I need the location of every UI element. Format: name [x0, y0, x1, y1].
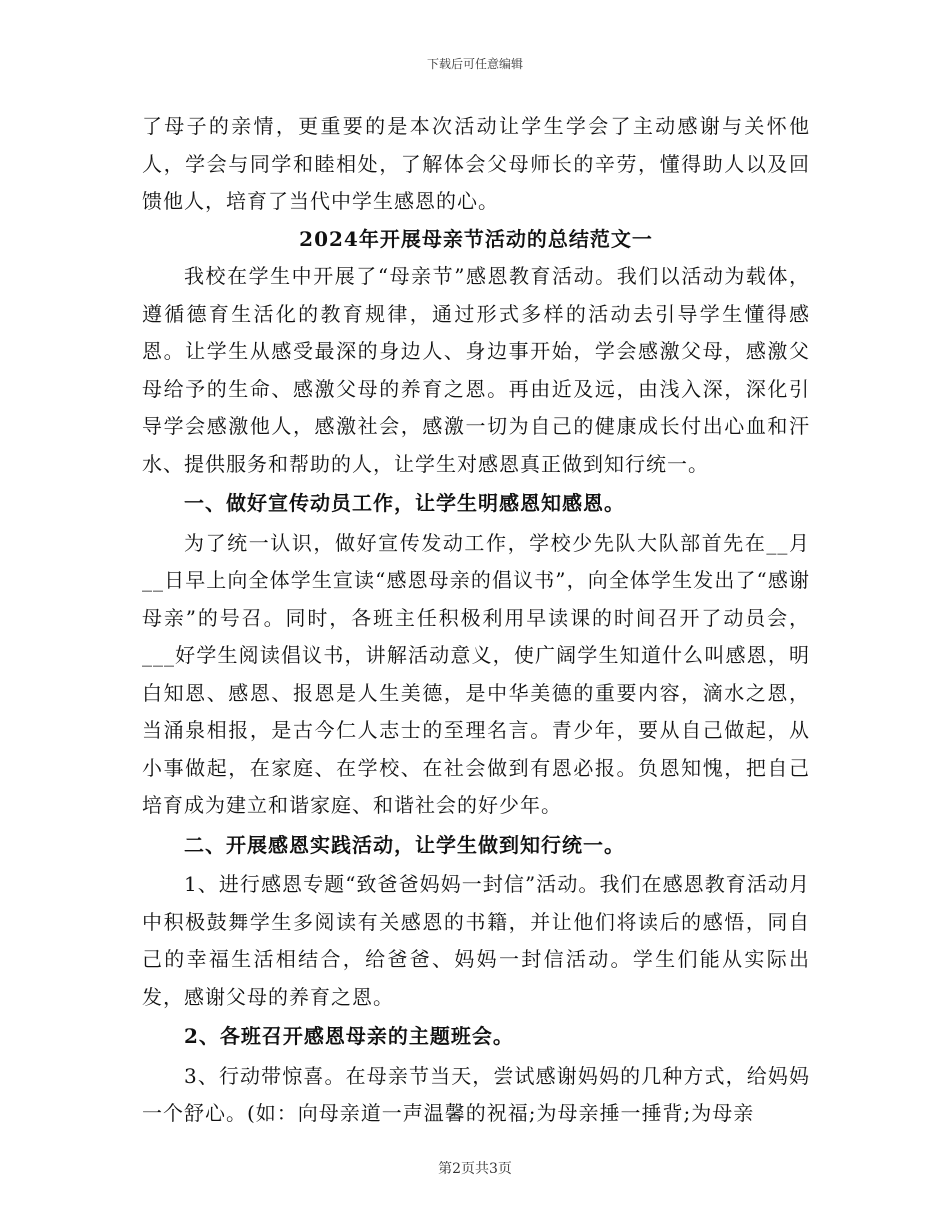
section-heading-2: 二、开展感恩实践活动，让学生做到知行统一。	[184, 832, 625, 857]
paragraph-4: 3、行动带惊喜。在母亲节当天，尝试感谢妈妈的几种方式，给妈妈一个舒心。(如：向母亲道一声温馨的祝福;为母亲捶一捶背;为母亲	[142, 1063, 810, 1125]
section-heading-1: 一、做好宣传动员工作，让学生明感恩知感恩。	[184, 491, 625, 515]
intro-continued-paragraph: 了母子的亲情，更重要的是本次活动让学生学会了主动感谢与关怀他人，学会与同学和睦相处，了解体会父母师长的辛劳，懂得助人以及回馈他人，培育了当代中学生感恩的心。	[142, 114, 810, 213]
page-header-note: 下载后可任意编辑	[426, 57, 523, 71]
document-body	[142, 108, 810, 1133]
document-title: 2024年开展母亲节活动的总结范文一	[299, 226, 653, 251]
paragraph-2: 为了统一认识，做好宣传发动工作，学校少先队大队部首先在__月__日早上向全体学生宣读“感恩母亲的倡议书”，向全体学生发出了“感谢母亲”的号召。同时，各班主任积极利用早读课的时间召开了动员会，___好学生阅读倡议书，讲解活动意义，使广阔学生知道什么叫感恩，明白知恩、感恩、报恩是人生美德，是中华美德的重要内容，滴水之恩，当涌泉相报，是古今仁人志士的至理名言。青少年，要从自己做起，从小事做起，在家庭、在学校、在社会做到有恩必报。负恩知愧，把自己培育成为建立和谐家庭、和谐社会的好少年。	[142, 530, 810, 817]
page-footer: 第2页共3页	[438, 1161, 512, 1177]
section-heading-3: 2、各班召开感恩母亲的主题班会。	[184, 1024, 514, 1048]
paragraph-1: 我校在学生中开展了“母亲节”感恩教育活动。我们以活动为载体，遵循德育生活化的教育规律，通过形式多样的活动去引导学生懂得感恩。让学生从感受最深的身边人、身边事开始，学会感激父母，感激父母给予的生命、感激父母的养育之恩。再由近及远，由浅入深，深化引导学会感激他人，感激社会，感激一切为自己的健康成长付出心血和汗水、提供服务和帮助的人，让学生对感恩真正做到知行统一。	[142, 264, 810, 476]
paragraph-3: 1、进行感恩专题“致爸爸妈妈一封信”活动。我们在感恩教育活动月中积极鼓舞学生多阅读有关感恩的书籍，并让他们将读后的感悟，同自己的幸福生活相结合，给爸爸、妈妈一封信活动。学生们能从实际出发，感谢父母的养育之恩。	[142, 872, 810, 1009]
